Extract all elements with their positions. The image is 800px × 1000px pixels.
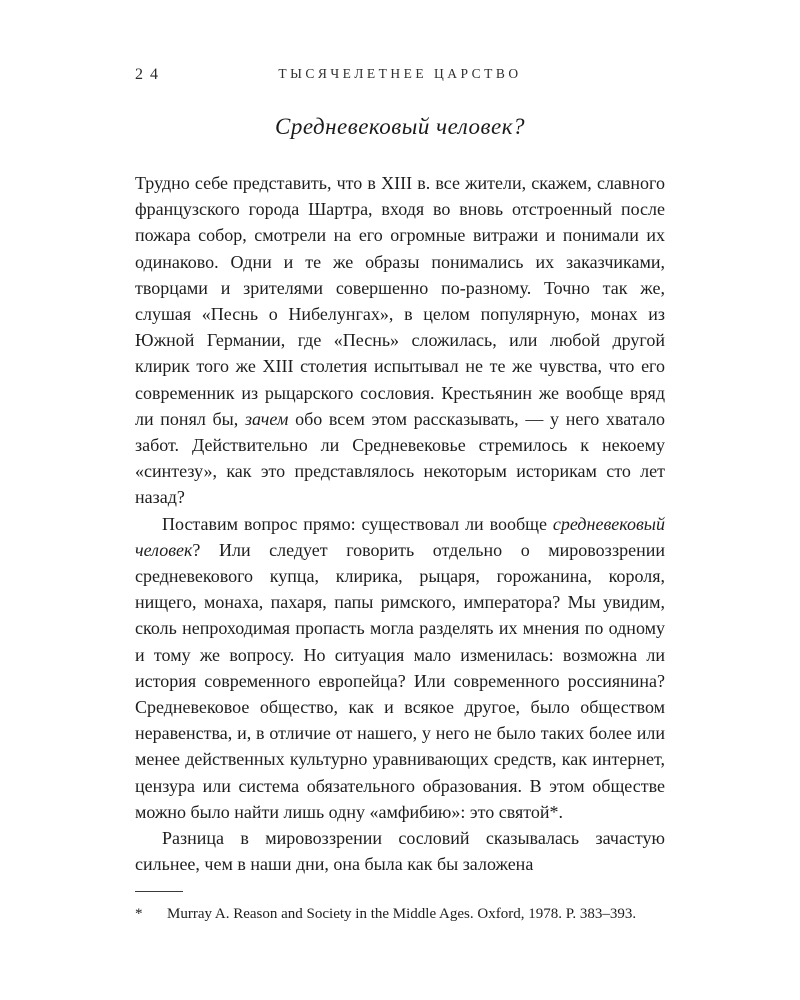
paragraph: Поставим вопрос прямо: существовал ли вообще средневековый человек? Или следует говорить отдельно о мировоззрении средневекового купца, клирика, рыцаря, горожанина, короля, нищего, монаха, пахаря, папы римского, императора? Мы увидим, сколь непроходимая пропасть могла разделять их мнения по одному и тому же вопросу. Но ситуация мало изменилась: возможна ли история современного европейца? Или современного россиянина? Средневековое общество, как и всякое другое, было обществом неравенства, и, в отличие от нашего, у него не было таких более или менее действенных культурно уравнивающих средств, как интернет, цензура или система обязательного образования. В этом обществе можно было найти лишь одну «амфибию»: это святой*. (135, 513, 665, 822)
footnote-marker: * (135, 906, 143, 923)
page-header (135, 66, 665, 88)
page-number: 24 (135, 66, 165, 83)
footnote-divider (135, 891, 183, 892)
running-head: ТЫСЯЧЕЛЕТНЕЕ ЦАРСТВО (278, 66, 522, 81)
chapter-heading: Средневековый человек? (275, 114, 525, 139)
footnote-text: Murray A. Reason and Society in the Middle Ages. Oxford, 1978. P. 383–393. (167, 906, 637, 923)
paragraph: Трудно себе представить, что в XIII в. все жители, скажем, славного французского города Шартра, входя во вновь отстроенный после пожара собор, смотрели на его огромные витражи и понимали их одинаково. Одни и те же образы понимались их заказчиками, творцами и зрителями совершенно по-разному. Точно так же, слушая «Песнь о Нибелунгах», в целом популярную, монах из Южной Германии, где «Песнь» сложилась, или любой другой клирик того же XIII столетия испытывал не те же чувства, что его современник из рыцарского сословия. Крестьянин же вообще вряд ли понял бы, зачем обо всем этом рассказывать, — у него хватало забот. Действительно ли Средневековье стремилось к некоему «синтезу», как это представлялось некоторым историкам сто лет назад? (135, 173, 665, 508)
paragraph: Разница в мировоззрении сословий сказывалась зачастую сильнее, чем в наши дни, она была как бы заложена (135, 828, 665, 875)
body-text (135, 170, 665, 877)
footnote (135, 902, 665, 926)
